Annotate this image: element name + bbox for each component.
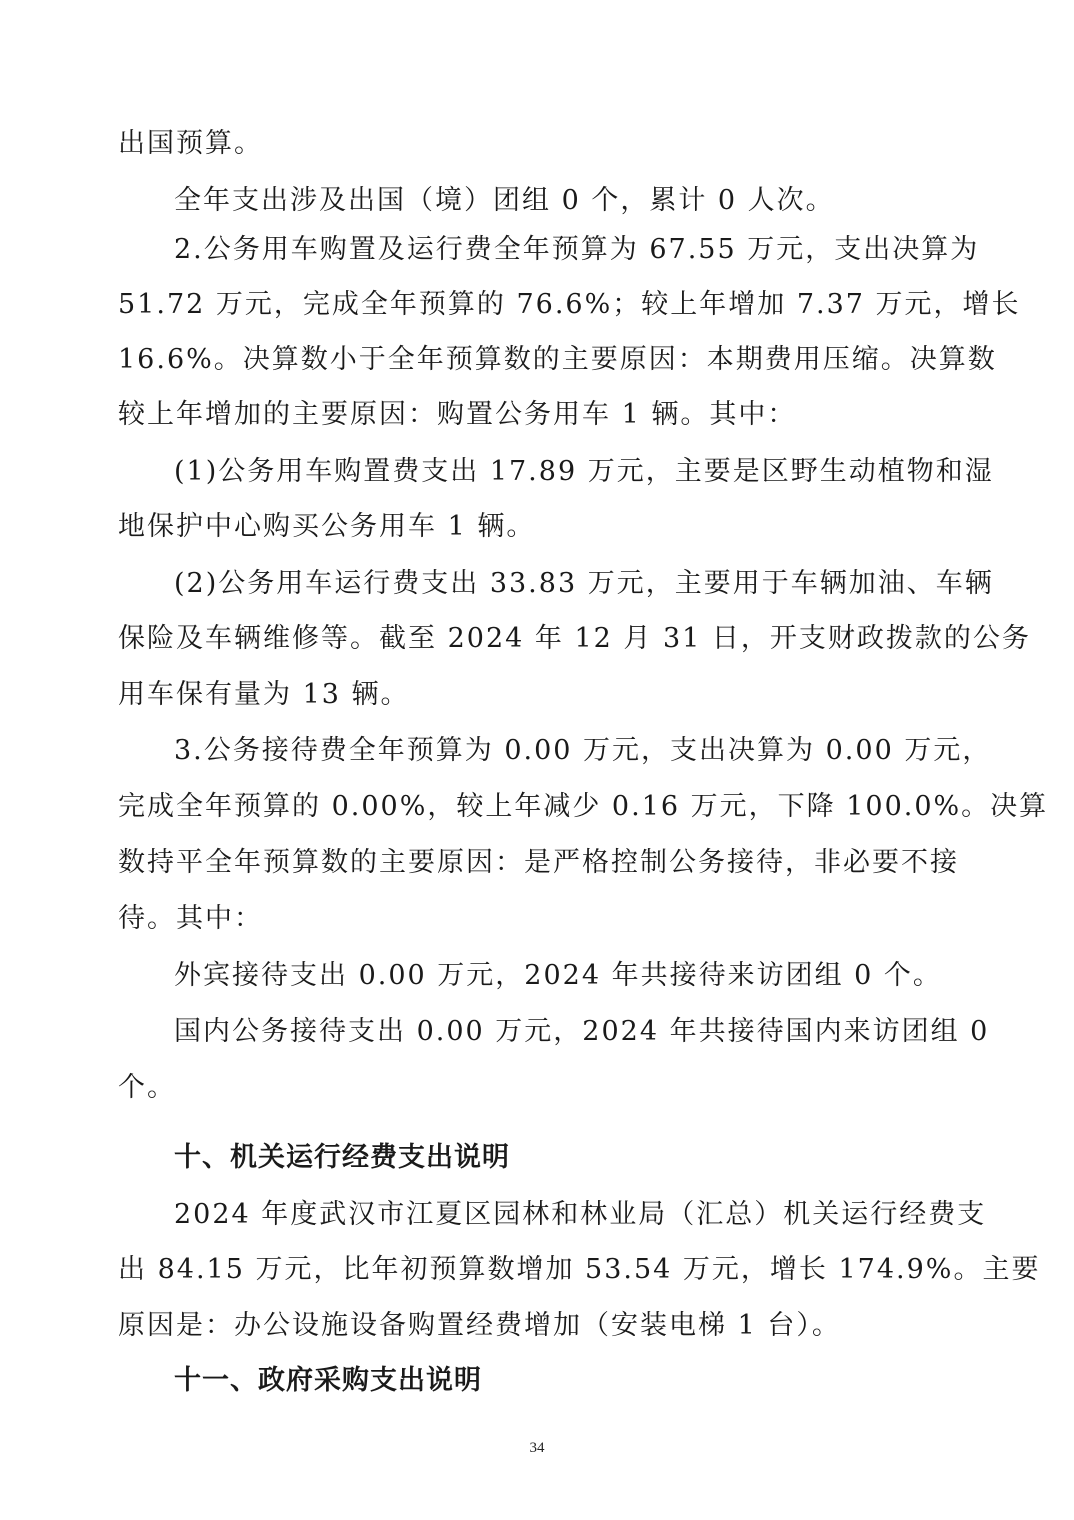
paragraph-line: 2.公务用车购置及运行费全年预算为 67.55 万元，支出决算为	[174, 234, 980, 265]
paragraph-line: 数持平全年预算数的主要原因：是严格控制公务接待，非必要不接	[118, 847, 959, 878]
paragraph-line: 3.公务接待费全年预算为 0.00 万元，支出决算为 0.00 万元，	[174, 735, 992, 766]
paragraph-line: 个。	[118, 1072, 176, 1103]
paragraph-line: 国内公务接待支出 0.00 万元，2024 年共接待国内来访团组 0	[174, 1016, 990, 1047]
paragraph-line: 待。其中：	[118, 903, 263, 934]
paragraph-line: 保险及车辆维修等。截至 2024 年 12 月 31 日，开支财政拨款的公务	[118, 623, 1031, 654]
paragraph-line: (2)公务用车运行费支出 33.83 万元，主要用于车辆加油、车辆	[174, 568, 994, 599]
section-heading: 十、机关运行经费支出说明	[174, 1142, 510, 1173]
paragraph-line: 51.72 万元，完成全年预算的 76.6%；较上年增加 7.37 万元，增长	[118, 289, 1021, 320]
paragraph-line: 出 84.15 万元，比年初预算数增加 53.54 万元，增长 174.9%。主要	[118, 1254, 1041, 1285]
section-heading: 十一、政府采购支出说明	[174, 1365, 482, 1396]
paragraph-line: 全年支出涉及出国（境）团组 0 个，累计 0 人次。	[174, 185, 835, 216]
paragraph-line: (1)公务用车购置费支出 17.89 万元，主要是区野生动植物和湿	[174, 456, 994, 487]
paragraph-line: 地保护中心购买公务用车 1 辆。	[118, 511, 536, 542]
paragraph-line: 用车保有量为 13 辆。	[118, 679, 410, 710]
paragraph-line: 2024 年度武汉市江夏区园林和林业局（汇总）机关运行经费支	[174, 1199, 987, 1230]
paragraph-line: 较上年增加的主要原因：购置公务用车 1 辆。其中：	[118, 399, 797, 430]
paragraph-line: 出国预算。	[118, 128, 263, 159]
page-number: 34	[529, 1440, 545, 1456]
paragraph-line: 16.6%。决算数小于全年预算数的主要原因：本期费用压缩。决算数	[118, 344, 997, 375]
paragraph-line: 原因是：办公设施设备购置经费增加（安装电梯 1 台）。	[118, 1310, 841, 1341]
paragraph-line: 完成全年预算的 0.00%，较上年减少 0.16 万元，下降 100.0%。决算	[118, 791, 1049, 822]
paragraph-line: 外宾接待支出 0.00 万元，2024 年共接待来访团组 0 个。	[174, 960, 942, 991]
